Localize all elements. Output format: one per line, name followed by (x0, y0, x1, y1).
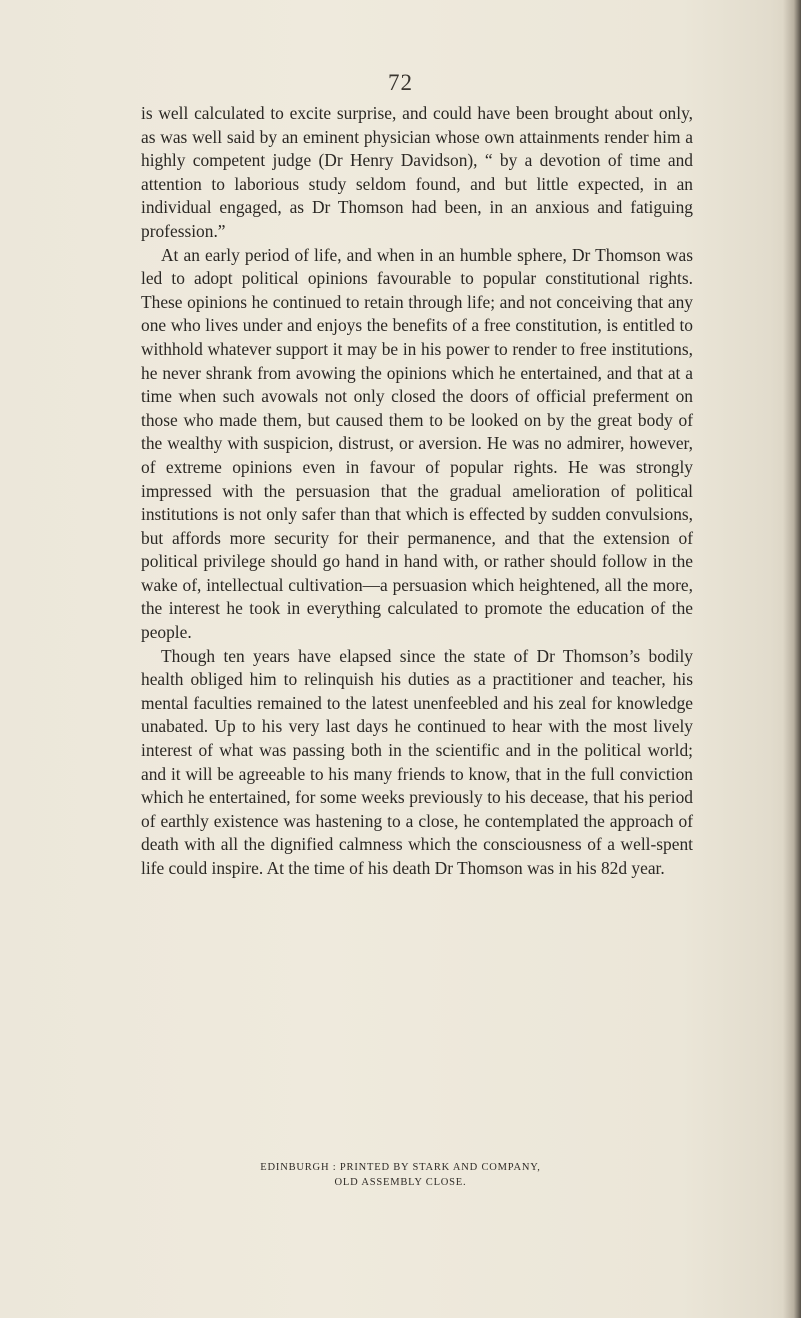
paragraph-final-years: Though ten years have elapsed since the state of Dr Thomson’s bodily health obliged him to relinquish his duties as a practitioner and teacher, his mental faculties remained to the latest unenfeebled and his zeal for knowledge unabated. Up to his very last days he continued to hear with the most lively interest of what was passing both in the scientific and in the political world; and it will be agreeable to his many friends to know, that in the full conviction which he entertained, for some weeks previously to his decease, that his period of earthly existence was hastening to a close, he contemplated the approach of death with all the dignified calmness which the consciousness of a well-spent life could inspire. At the time of his death Dr Thomson was in his 82d year. (141, 645, 693, 878)
paragraph-political-opinions: At an early period of life, and when in an humble sphere, Dr Thomson was led to adopt political opinions favourable to popular constitutional rights. These opinions he continued to retain through life; and not conceiving that any one who lives under and enjoys the benefits of a free constitution, is entitled to withhold whatever support it may be in his power to render to free institutions, he never shrank from avowing the opinions which he entertained, and that at a time when such avowals not only closed the doors of official preferment on those who made them, but caused them to be looked on by the great body of the wealthy with suspicion, distrust, or aversion. He was no admirer, however, of extreme opinions even in favour of popular rights. He was strongly impressed with the persuasion that the gradual amelioration of political institutions is not only safer than that which is effected by sudden convulsions, but affords more security for their permanence, and that the extension of political privilege should go hand in hand with, or rather should follow in the wake of, intellectual cultivation—a persuasion which heightened, all the more, the interest he took in everything calculated to promote the education of the people. (141, 244, 693, 643)
imprint-line-1: EDINBURGH : PRINTED BY STARK AND COMPANY, (260, 1162, 541, 1173)
body-text (141, 102, 693, 881)
printer-imprint (0, 1160, 801, 1190)
page-number: 72 (388, 70, 413, 95)
imprint-line-2: OLD ASSEMBLY CLOSE. (334, 1177, 467, 1188)
paragraph-continuation: is well calculated to excite surprise, and could have been brought about only, as was well said by an eminent physician whose own attainments render him a highly competent judge (Dr Henry Davidson), “ by a devotion of time and attention to laborious study seldom found, and but little expected, in an individual engaged, as Dr Thomson had been, in an anxious and fatiguing profession.” (141, 103, 693, 241)
page-edge-shadow (783, 0, 801, 1318)
